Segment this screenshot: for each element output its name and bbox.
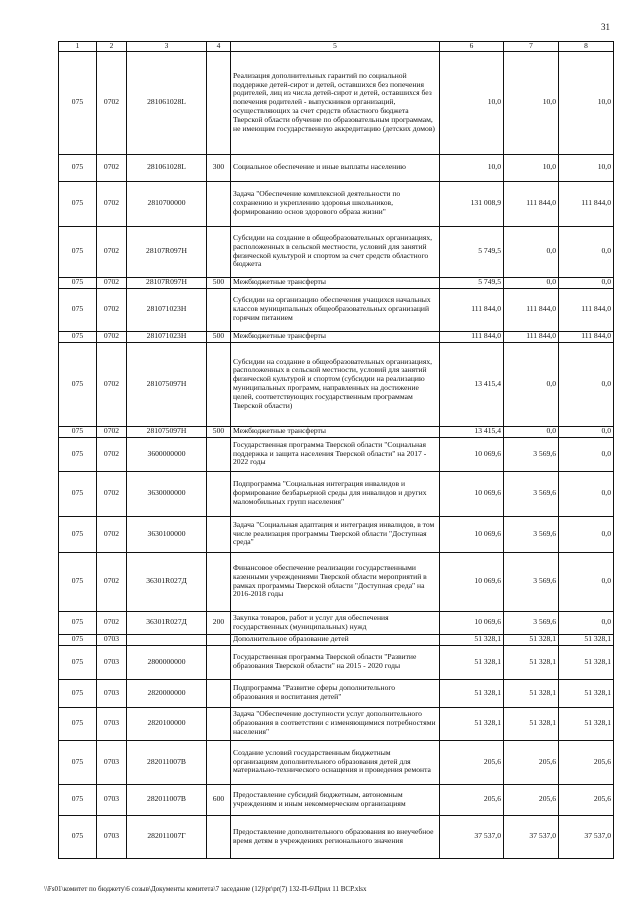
- table-row: [59, 181, 614, 226]
- cell-amount-1: 51 328,1: [440, 645, 504, 679]
- header-col-4: 4: [207, 42, 231, 52]
- cell-amount-1: 10,0: [440, 154, 504, 181]
- cell-section: 0703: [97, 784, 127, 815]
- cell-section: 0702: [97, 552, 127, 611]
- budget-table: [58, 41, 614, 859]
- cell-description: Межбюджетные трансферты: [231, 331, 440, 342]
- cell-target-article: 3600000000: [127, 437, 207, 471]
- cell-description: Закупка товаров, работ и услуг для обеспечения государственных (муниципальных) нужд: [231, 611, 440, 634]
- cell-amount-2: 111 844,0: [504, 331, 559, 342]
- cell-ministry: 075: [59, 740, 97, 784]
- cell-section: 0702: [97, 226, 127, 277]
- cell-section: 0702: [97, 154, 127, 181]
- header-col-7: 7: [504, 42, 559, 52]
- cell-amount-3: 0,0: [559, 277, 614, 288]
- cell-target-article: 281075097Н: [127, 342, 207, 426]
- cell-expense-type: [207, 437, 231, 471]
- cell-amount-2: 51 328,1: [504, 634, 559, 645]
- cell-ministry: 075: [59, 707, 97, 740]
- cell-description: Субсидии на организацию обеспечения учащихся начальных классов муниципальных общеобразовательных организаций горячим питанием: [231, 288, 440, 331]
- cell-amount-3: 0,0: [559, 552, 614, 611]
- cell-section: 0703: [97, 679, 127, 707]
- cell-description: Финансовое обеспечение реализации государственными казенными учреждениями Тверской области мероприятий в рамках программы Тверской области "Доступная среда" на 2016-2018 годы: [231, 552, 440, 611]
- cell-expense-type: [207, 181, 231, 226]
- cell-section: 0703: [97, 634, 127, 645]
- cell-section: 0702: [97, 51, 127, 154]
- cell-section: 0703: [97, 740, 127, 784]
- cell-amount-3: 0,0: [559, 226, 614, 277]
- cell-amount-1: 51 328,1: [440, 634, 504, 645]
- cell-amount-2: 0,0: [504, 342, 559, 426]
- table-row: [59, 437, 614, 471]
- cell-section: 0702: [97, 426, 127, 437]
- cell-amount-3: 205,6: [559, 784, 614, 815]
- cell-amount-1: 5 749,5: [440, 277, 504, 288]
- cell-expense-type: [207, 815, 231, 858]
- table-row: [59, 471, 614, 516]
- table-row: [59, 51, 614, 154]
- cell-section: 0702: [97, 181, 127, 226]
- cell-target-article: 2800000000: [127, 645, 207, 679]
- header-col-1: 1: [59, 42, 97, 52]
- table-row: [59, 516, 614, 552]
- cell-expense-type: [207, 288, 231, 331]
- cell-expense-type: [207, 552, 231, 611]
- cell-amount-3: 0,0: [559, 471, 614, 516]
- cell-amount-3: 51 328,1: [559, 634, 614, 645]
- cell-description: Реализация дополнительных гарантий по социальной поддержке детей-сирот и детей, оставшихся без попечения родителей, лиц из числа детей-сирот и детей, оставшихся без попечения родителей - выпускников организаций, осуществляющих за счет средств областного бюджета Тверской области обучение по образовательным программам, не имеющим государственную аккредитацию (детских домов): [231, 51, 440, 154]
- cell-description: Задача "Обеспечение комплексной деятельности по сохранению и укреплению здоровья школьников, формированию основ здорового образа жизни": [231, 181, 440, 226]
- cell-description: Подпрограмма "Социальная интеграция инвалидов и формирование безбарьерной среды для инвалидов и других маломобильных групп населения": [231, 471, 440, 516]
- cell-target-article: 36301R027Д: [127, 552, 207, 611]
- table-row: [59, 226, 614, 277]
- table-row: [59, 288, 614, 331]
- header-col-2: 2: [97, 42, 127, 52]
- cell-target-article: 281061028L: [127, 154, 207, 181]
- cell-amount-2: 0,0: [504, 426, 559, 437]
- cell-section: 0702: [97, 288, 127, 331]
- cell-amount-1: 13 415,4: [440, 426, 504, 437]
- table-header-row: [59, 42, 614, 52]
- cell-amount-2: 10,0: [504, 51, 559, 154]
- cell-section: 0702: [97, 277, 127, 288]
- table-row: [59, 784, 614, 815]
- cell-expense-type: [207, 226, 231, 277]
- cell-expense-type: 500: [207, 331, 231, 342]
- cell-ministry: 075: [59, 437, 97, 471]
- table-row: [59, 645, 614, 679]
- cell-target-article: 2820100000: [127, 707, 207, 740]
- cell-amount-2: 205,6: [504, 784, 559, 815]
- cell-amount-1: 51 328,1: [440, 679, 504, 707]
- cell-amount-2: 3 569,6: [504, 552, 559, 611]
- cell-amount-3: 205,6: [559, 740, 614, 784]
- cell-target-article: 2810700000: [127, 181, 207, 226]
- cell-amount-3: 51 328,1: [559, 679, 614, 707]
- cell-amount-3: 0,0: [559, 342, 614, 426]
- cell-ministry: 075: [59, 181, 97, 226]
- cell-section: 0702: [97, 471, 127, 516]
- cell-section: 0702: [97, 331, 127, 342]
- table-row: [59, 815, 614, 858]
- footer-file-path: \\Fs01\комитет по бюджету\6 созыв\Документы комитета\7 заседание (12)\pr\pr(7) 132-П-6\Прил 11 ВСР.xlsx: [44, 885, 367, 893]
- cell-amount-1: 10 069,6: [440, 516, 504, 552]
- cell-target-article: 281071023Н: [127, 288, 207, 331]
- header-col-5: 5: [231, 42, 440, 52]
- cell-target-article: 3630100000: [127, 516, 207, 552]
- cell-expense-type: [207, 707, 231, 740]
- cell-description: Государственная программа Тверской области "Развитие образования Тверской области" на 2015 - 2020 годы: [231, 645, 440, 679]
- cell-expense-type: 300: [207, 154, 231, 181]
- cell-amount-2: 3 569,6: [504, 471, 559, 516]
- cell-amount-3: 111 844,0: [559, 331, 614, 342]
- cell-ministry: 075: [59, 331, 97, 342]
- cell-amount-2: 205,6: [504, 740, 559, 784]
- cell-section: 0702: [97, 342, 127, 426]
- table-row: [59, 277, 614, 288]
- cell-amount-1: 131 008,9: [440, 181, 504, 226]
- cell-expense-type: 200: [207, 611, 231, 634]
- cell-amount-2: 3 569,6: [504, 611, 559, 634]
- cell-section: 0702: [97, 611, 127, 634]
- cell-amount-2: 3 569,6: [504, 516, 559, 552]
- table-row: [59, 679, 614, 707]
- cell-description: Создание условий государственным бюджетным организациям дополнительного образования детей для материально-технического оснащения и проведения ремонта: [231, 740, 440, 784]
- cell-amount-2: 51 328,1: [504, 679, 559, 707]
- cell-ministry: 075: [59, 277, 97, 288]
- cell-amount-3: 111 844,0: [559, 181, 614, 226]
- cell-section: 0703: [97, 815, 127, 858]
- table-row: [59, 426, 614, 437]
- cell-ministry: 075: [59, 516, 97, 552]
- cell-amount-2: 111 844,0: [504, 181, 559, 226]
- cell-amount-1: 205,6: [440, 740, 504, 784]
- cell-target-article: [127, 634, 207, 645]
- cell-description: Предоставление дополнительного образования во внеучебное время детям в учреждениях регионального значения: [231, 815, 440, 858]
- cell-target-article: 282011007Г: [127, 815, 207, 858]
- cell-amount-1: 10,0: [440, 51, 504, 154]
- cell-description: Задача "Обеспечение доступности услуг дополнительного образования в соответствии с изменяющимися потребностями населения": [231, 707, 440, 740]
- cell-expense-type: [207, 516, 231, 552]
- cell-expense-type: 500: [207, 277, 231, 288]
- cell-section: 0703: [97, 645, 127, 679]
- table-row: [59, 740, 614, 784]
- cell-ministry: 075: [59, 342, 97, 426]
- cell-ministry: 075: [59, 611, 97, 634]
- cell-amount-1: 10 069,6: [440, 552, 504, 611]
- cell-amount-2: 51 328,1: [504, 645, 559, 679]
- cell-expense-type: [207, 645, 231, 679]
- cell-ministry: 075: [59, 471, 97, 516]
- cell-amount-3: 37 537,0: [559, 815, 614, 858]
- cell-amount-2: 0,0: [504, 277, 559, 288]
- cell-target-article: 2820000000: [127, 679, 207, 707]
- cell-amount-1: 37 537,0: [440, 815, 504, 858]
- cell-amount-1: 51 328,1: [440, 707, 504, 740]
- cell-amount-3: 0,0: [559, 426, 614, 437]
- cell-target-article: 3630000000: [127, 471, 207, 516]
- cell-amount-3: 10,0: [559, 51, 614, 154]
- cell-amount-1: 13 415,4: [440, 342, 504, 426]
- table-row: [59, 552, 614, 611]
- table-row: [59, 342, 614, 426]
- cell-ministry: 075: [59, 51, 97, 154]
- cell-amount-1: 10 069,6: [440, 437, 504, 471]
- table-row: [59, 331, 614, 342]
- cell-amount-1: 10 069,6: [440, 471, 504, 516]
- cell-amount-1: 111 844,0: [440, 331, 504, 342]
- cell-ministry: 075: [59, 426, 97, 437]
- cell-expense-type: [207, 51, 231, 154]
- cell-expense-type: 600: [207, 784, 231, 815]
- cell-amount-1: 10 069,6: [440, 611, 504, 634]
- cell-target-article: 281071023Н: [127, 331, 207, 342]
- cell-ministry: 075: [59, 552, 97, 611]
- cell-description: Предоставление субсидий бюджетным, автономным учреждениям и иным некоммерческим организациям: [231, 784, 440, 815]
- cell-ministry: 075: [59, 784, 97, 815]
- cell-target-article: 28107R097Н: [127, 226, 207, 277]
- cell-amount-3: 0,0: [559, 516, 614, 552]
- cell-amount-3: 10,0: [559, 154, 614, 181]
- cell-description: Субсидии на создание в общеобразовательных организациях, расположенных в сельской местности, условий для занятий физической культурой и спортом за счет средств областного бюджета: [231, 226, 440, 277]
- table-row: [59, 707, 614, 740]
- cell-amount-2: 111 844,0: [504, 288, 559, 331]
- cell-target-article: 282011007В: [127, 784, 207, 815]
- cell-ministry: 075: [59, 815, 97, 858]
- cell-ministry: 075: [59, 634, 97, 645]
- cell-ministry: 075: [59, 679, 97, 707]
- cell-amount-1: 111 844,0: [440, 288, 504, 331]
- cell-expense-type: [207, 634, 231, 645]
- cell-amount-1: 5 749,5: [440, 226, 504, 277]
- table-row: [59, 611, 614, 634]
- cell-description: Социальное обеспечение и иные выплаты населению: [231, 154, 440, 181]
- cell-description: Дополнительное образование детей: [231, 634, 440, 645]
- cell-amount-3: 51 328,1: [559, 707, 614, 740]
- cell-expense-type: 500: [207, 426, 231, 437]
- cell-description: Государственная программа Тверской области "Социальная поддержка и защита населения Тверской области" на 2017 - 2022 годы: [231, 437, 440, 471]
- cell-section: 0703: [97, 707, 127, 740]
- cell-section: 0702: [97, 516, 127, 552]
- cell-amount-2: 10,0: [504, 154, 559, 181]
- cell-description: Межбюджетные трансферты: [231, 426, 440, 437]
- cell-amount-3: 51 328,1: [559, 645, 614, 679]
- cell-description: Межбюджетные трансферты: [231, 277, 440, 288]
- cell-section: 0702: [97, 437, 127, 471]
- cell-ministry: 075: [59, 226, 97, 277]
- cell-amount-1: 205,6: [440, 784, 504, 815]
- cell-amount-3: 111 844,0: [559, 288, 614, 331]
- cell-description: Задача "Социальная адаптация и интеграция инвалидов, в том числе реализация программы Тверской области "Доступная среда": [231, 516, 440, 552]
- cell-target-article: 36301R027Д: [127, 611, 207, 634]
- cell-ministry: 075: [59, 288, 97, 331]
- cell-amount-2: 0,0: [504, 226, 559, 277]
- cell-expense-type: [207, 342, 231, 426]
- header-col-8: 8: [559, 42, 614, 52]
- header-col-6: 6: [440, 42, 504, 52]
- cell-description: Подпрограмма "Развитие сферы дополнительного образования и воспитания детей": [231, 679, 440, 707]
- cell-description: Субсидии на создание в общеобразовательных организациях, расположенных в сельской местности, условий для занятий физической культурой и спортом (субсидии на реализацию муниципальных программ, направленных на достижение целей, соответствующих государственным программам Тверской области): [231, 342, 440, 426]
- cell-ministry: 075: [59, 645, 97, 679]
- header-col-3: 3: [127, 42, 207, 52]
- cell-amount-3: 0,0: [559, 611, 614, 634]
- cell-target-article: 281061028L: [127, 51, 207, 154]
- cell-expense-type: [207, 740, 231, 784]
- cell-amount-2: 51 328,1: [504, 707, 559, 740]
- cell-ministry: 075: [59, 154, 97, 181]
- cell-target-article: 281075097Н: [127, 426, 207, 437]
- cell-expense-type: [207, 679, 231, 707]
- cell-amount-3: 0,0: [559, 437, 614, 471]
- page-number: 31: [601, 22, 610, 32]
- cell-amount-2: 3 569,6: [504, 437, 559, 471]
- cell-expense-type: [207, 471, 231, 516]
- table-row: [59, 634, 614, 645]
- cell-amount-2: 37 537,0: [504, 815, 559, 858]
- table-row: [59, 154, 614, 181]
- cell-target-article: 28107R097Н: [127, 277, 207, 288]
- cell-target-article: 282011007В: [127, 740, 207, 784]
